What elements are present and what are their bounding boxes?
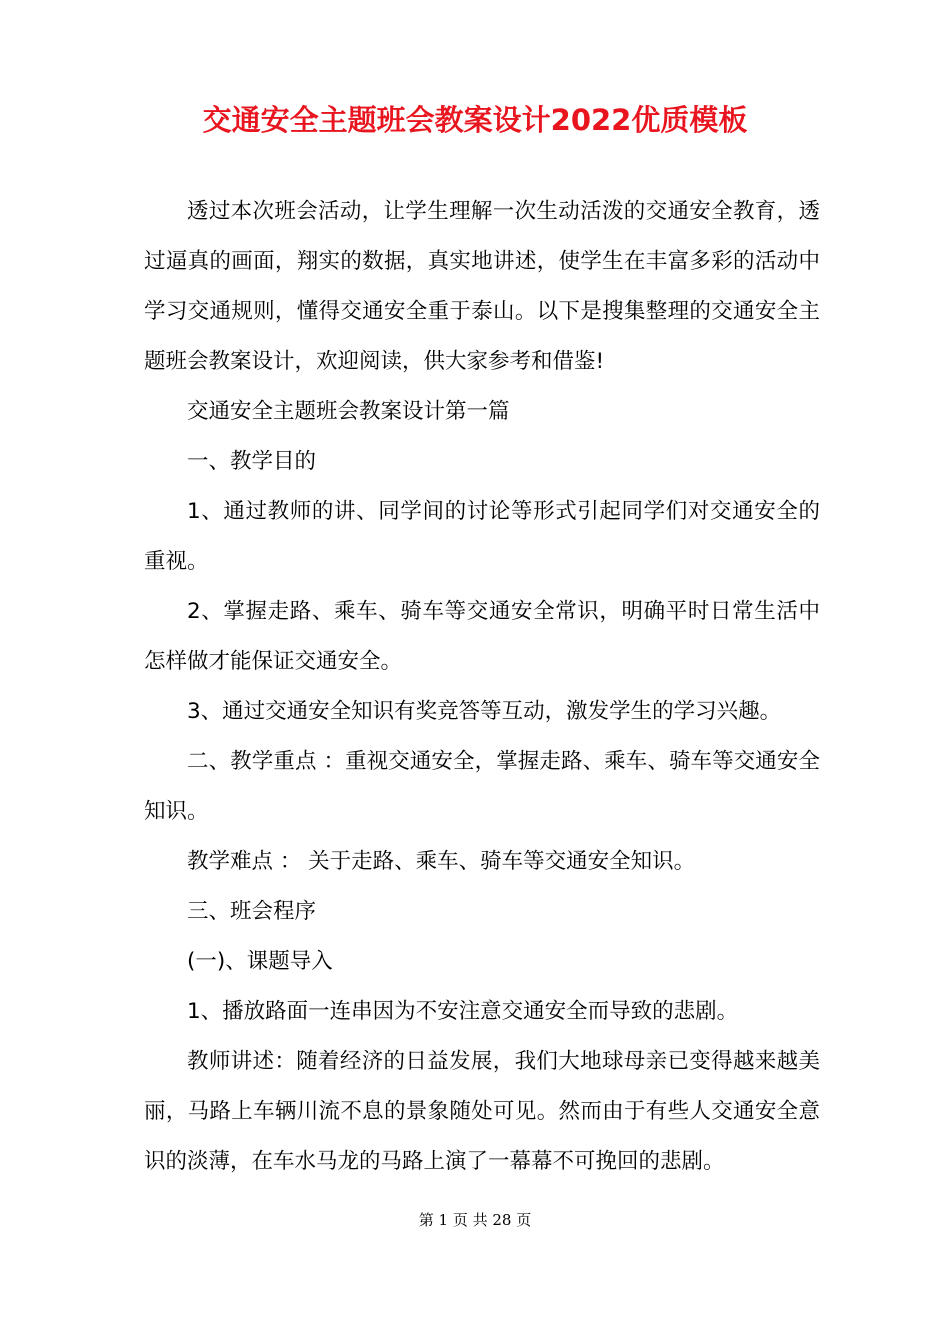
paragraph: 1、通过教师的讲、同学间的讨论等形式引起同学们对交通安全的重视。	[144, 499, 820, 574]
paragraph: 一、教学目的	[187, 449, 317, 474]
paragraph: 3、通过交通安全知识有奖竞答等互动，激发学生的学习兴趣。	[187, 699, 782, 724]
paragraph: 1、播放路面一连串因为不安注意交通安全而导致的悲剧。	[187, 999, 739, 1024]
paragraph: 二、教学重点 ：重视交通安全，掌握走路、乘车、骑车等交通安全知识。	[144, 749, 820, 824]
page-number: 第 1 页 共 28 页	[418, 1211, 532, 1229]
paragraph: 教学难点 ： 关于走路、乘车、骑车等交通安全知识。	[187, 849, 696, 874]
document-body	[144, 187, 820, 1187]
document-title: 交通安全主题班会教案设计2022优质模板	[202, 103, 748, 137]
paragraph: 2、掌握走路、乘车、骑车等交通安全常识，明确平时日常生活中怎样做才能保证交通安全。	[144, 599, 820, 674]
paragraph: 交通安全主题班会教案设计第一篇	[187, 399, 510, 424]
paragraph: 透过本次班会活动，让学生理解一次生动活泼的交通安全教育，透过逼真的画面，翔实的数据，真实地讲述，使学生在丰富多彩的活动中学习交通规则，懂得交通安全重于泰山。以下是搜集整理的交通安全主题班会教案设计，欢迎阅读，供大家参考和借鉴!	[144, 199, 820, 374]
paragraph: 三、班会程序	[187, 899, 317, 924]
paragraph: (一)、课题导入	[187, 949, 333, 974]
paragraph: 教师讲述：随着经济的日益发展，我们大地球母亲已变得越来越美丽，马路上车辆川流不息的景象随处可见。然而由于有些人交通安全意识的淡薄，在车水马龙的马路上演了一幕幕不可挽回的悲剧。	[144, 1049, 820, 1174]
